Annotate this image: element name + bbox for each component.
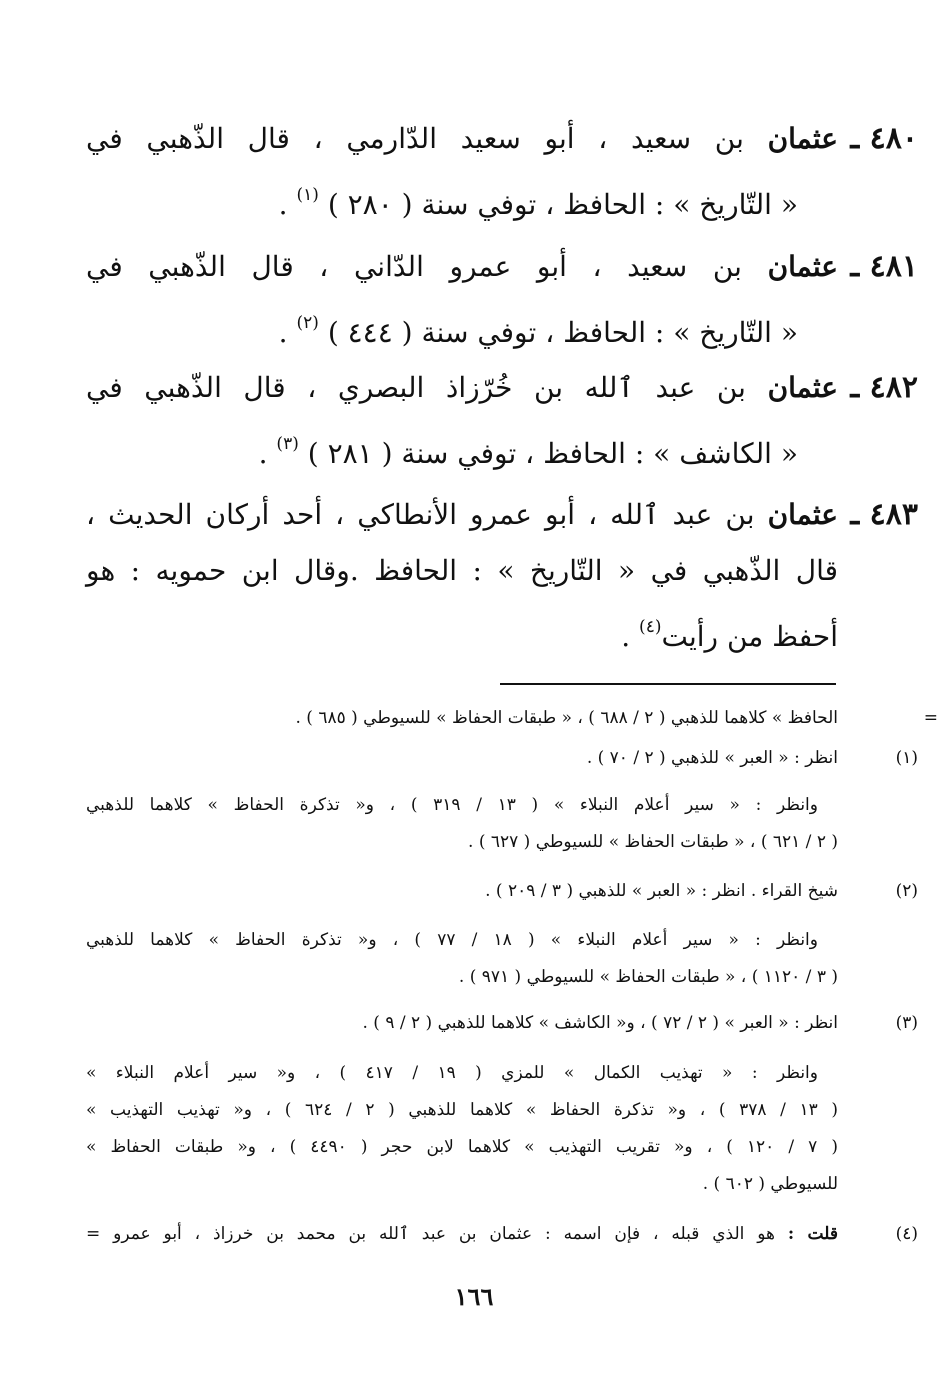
entry-480 [86,111,918,233]
entry-line-2 [86,167,838,233]
footnote-label: قلت : [787,1224,838,1244]
footnote-mark: (٢) [895,881,918,901]
entry-text: بن عبد ٱلله بن خُرّزاذ البصري ، قال الذّهبي في [86,371,746,404]
entry-number: ٤٨٠ ـ [850,121,918,156]
footnote-2 [86,873,918,910]
footnote-mark: (١) [895,748,918,768]
entry-text: قال الذّهبي في « التّاريخ » : الحافظ .وقال ابن حمويه : هو [86,554,838,587]
entry-line-3 [86,599,838,665]
entry-482 [86,360,918,482]
page-number: ١٦٦ [454,1282,494,1311]
footnote-line: وانظر : « سير أعلام النبلاء » ( ١٨ / ٧٧ ) ، و« تذكرة الحفاظ » كلاهما للذهبي [86,930,818,950]
footnote-line [86,1216,838,1253]
entry-end: . [278,188,288,221]
entry-number: ٤٨٢ ـ [850,370,918,405]
footnote-line: ( ٧ / ١٢٠ ) ، و« تقريب التهذيب » كلاهما لابن حجر ( ٤٤٩٠ ) ، و« طبقات الحفاظ » [86,1137,838,1157]
footnote-ref: (٢) [296,313,319,333]
footnote-ref: (٣) [276,434,299,454]
entry-line-1 [86,239,838,295]
footnote-1 [86,740,918,777]
footnote-4 [86,1216,918,1253]
entry-line-2 [86,416,838,482]
entry-number: ٤٨٣ ـ [850,497,918,532]
footnote-ref: (١) [296,185,319,205]
entry-text: بن عبد ٱلله ، أبو عمرو الأنطاكي ، أحد أركان الحديث ، [86,498,755,531]
footnote-mark: (٤) [895,1224,918,1244]
footnote-text: هو الذي قبله ، فإن اسمه : عثمان بن عبد ٱلله بن محمد بن خرزاذ ، أبو عمرو = [86,1224,775,1244]
entry-end: . [621,620,631,653]
footnote-line: ( ٢ / ٦٢١ ) ، « طبقات الحفاظ » للسيوطي ( ٦٢٧ ) . [468,832,838,852]
entry-483 [86,487,918,665]
entry-name: عثمان [767,498,839,531]
entry-name: عثمان [767,122,838,155]
entry-text: بن سعيد ، أبو سعيد الدّارمي ، قال الذّهبي في [86,122,744,155]
footnote-continuation [86,700,938,737]
entry-text: بن سعيد ، أبو عمرو الدّاني ، قال الذّهبي في [86,250,742,283]
footnote-line: وانظر : « تهذيب الكمال » للمزي ( ١٩ / ٤١٧ ) ، و« سير أعلام النبلاء » [86,1063,818,1083]
entry-number: ٤٨١ ـ [850,249,918,284]
entry-text: « الكاشف » : الحافظ ، توفي سنة ( ٢٨١ ) [307,437,798,470]
footnote-ref: (٤) [639,617,662,637]
entry-end: . [278,316,288,349]
footnote-separator [500,683,836,685]
footnote-1-more [86,787,838,861]
entry-name: عثمان [767,250,838,283]
entry-line-1 [86,360,838,416]
entry-end: . [258,437,268,470]
footnote-line: انظر : « العبر » للذهبي ( ٢ / ٧٠ ) . [586,748,838,768]
footnote-line: شيخ القراء . انظر : « العبر » للذهبي ( ٣ / ٢٠٩ ) . [485,881,838,901]
footnote-mark: = [923,708,938,728]
entry-line-2 [86,543,838,599]
entry-line-1 [86,111,838,167]
footnote-3 [86,1005,918,1042]
footnote-line: الحافظ » كلاهما للذهبي ( ٢ / ٦٨٨ ) ، « طبقات الحفاظ » للسيوطي ( ٦٨٥ ) . [295,708,838,728]
footnote-line: ( ١٣ / ٣٧٨ ) ، و« تذكرة الحفاظ » كلاهما للذهبي ( ٢ / ٦٢٤ ) ، و« تهذيب التهذيب » [86,1100,838,1120]
footnote-line: وانظر : « سير أعلام النبلاء » ( ١٣ / ٣١٩ ) ، و« تذكرة الحفاظ » كلاهما للذهبي [86,795,818,815]
footnote-line: للسيوطي ( ٦٠٢ ) . [702,1174,838,1194]
footnote-line: انظر : « العبر » ( ٢ / ٧٢ ) ، و« الكاشف » كلاهما للذهبي ( ٢ / ٩ ) . [362,1013,838,1033]
footnote-line: ( ٣ / ١١٢٠ ) ، « طبقات الحفاظ » للسيوطي ( ٩٧١ ) . [458,967,838,987]
entry-481 [86,239,918,361]
entry-name: عثمان [767,371,838,404]
entry-text: أحفظ من رأيت [661,620,838,653]
footnote-2-more [86,922,838,996]
entry-text: « التّاريخ » : الحافظ ، توفي سنة ( ٤٤٤ ) [327,316,798,349]
entry-line-2 [86,295,838,361]
entry-line-1 [86,487,838,543]
entry-text: « التّاريخ » : الحافظ ، توفي سنة ( ٢٨٠ ) [327,188,798,221]
footnote-3-more [86,1055,838,1203]
footnote-mark: (٣) [895,1013,918,1033]
